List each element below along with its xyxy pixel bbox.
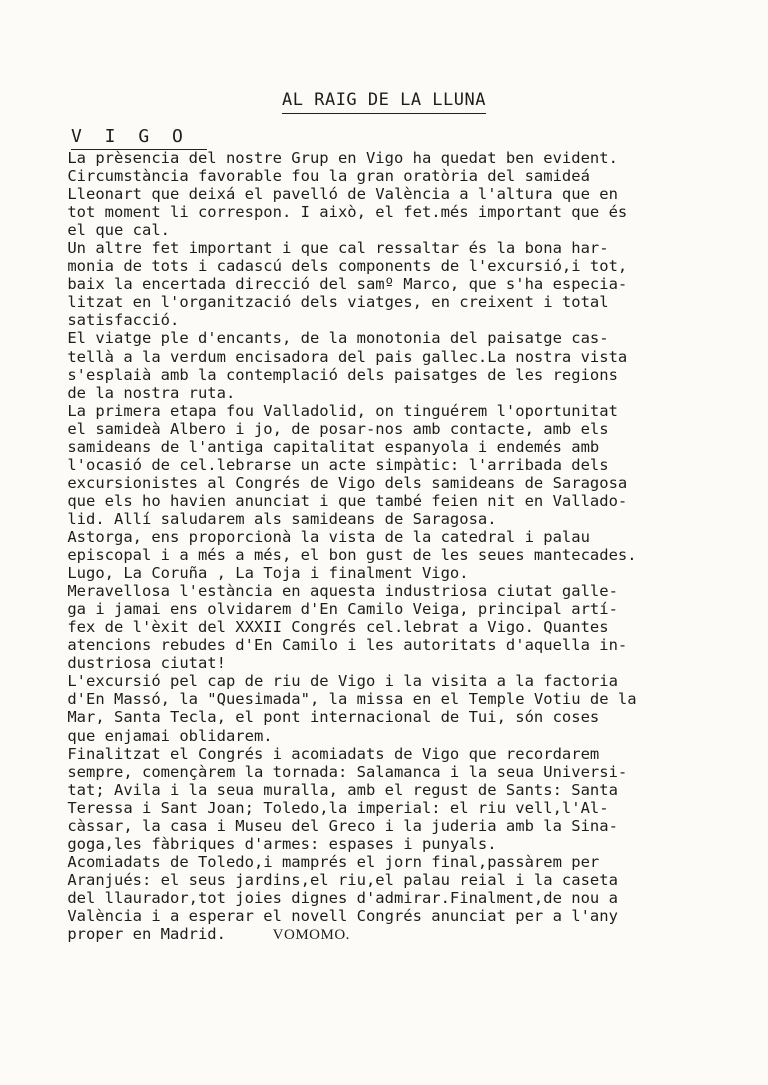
signature: VOMOMO. — [272, 927, 350, 944]
text-line: el samideà Albero i jo, de posar-nos amb contacte, amb els — [58, 419, 609, 438]
text-line: que enjamai oblidarem. — [58, 726, 273, 745]
text-line: l'ocasió de cel.lebrarse un acte simpàtic: l'arribada dels — [58, 455, 609, 474]
text-line — [58, 925, 734, 943]
text-line: Mar, Santa Tecla, el pont internacional de Tui, són coses — [58, 708, 600, 727]
last-line-text: proper en Madrid. — [58, 925, 226, 944]
text-line: sempre, començàrem la tornada: Salamanca i la seua Universi- — [58, 762, 628, 781]
text-line: s'esplaià amb la contemplació dels paisatges de les regions — [58, 365, 618, 384]
document-title — [0, 90, 768, 114]
text-line: tellà a la verdum encisadora del pais gallec.La nostra vista — [58, 347, 628, 366]
text-line: tot moment li correspon. I això, el fet.més important que és — [58, 203, 628, 222]
text-line: episcopal i a més a més, el bon gust de les seues mantecades. — [58, 546, 637, 565]
text-line: atencions rebudes d'En Camilo i les autoritats d'aquella in- — [58, 636, 628, 655]
text-line: d'En Massó, la "Quesimada", la missa en el Temple Votiu de la — [58, 690, 637, 709]
text-line: dustriosa ciutat! — [58, 654, 226, 673]
text-line: Astorga, ens proporcionà la vista de la catedral i palau — [58, 527, 590, 546]
section-heading-text: V I G O — [71, 126, 207, 150]
text-line: Un altre fet important i que cal ressaltar és la bona har- — [58, 239, 609, 258]
text-line: La prèsencia del nostre Grup en Vigo ha quedat ben evident. — [58, 149, 618, 167]
text-line: el que cal. — [58, 221, 170, 240]
text-line: tat; Avila i la seua muralla, amb el regust de Sants: Santa — [58, 780, 618, 799]
text-line: de la nostra ruta. — [58, 383, 236, 402]
text-line: Lleonart que deixá el pavelló de València a l'altura que en — [58, 185, 618, 204]
text-line: ga i jamai ens olvidarem d'En Camilo Veiga, principal artí- — [58, 600, 618, 619]
text-line: càssar, la casa i Museu del Greco i la juderia amb la Sina- — [58, 816, 618, 835]
text-line: del llaurador,tot joies dignes d'admirar.Finalment,de nou a — [58, 888, 618, 907]
text-line: litzat en l'organització dels viatges, en creixent i total — [58, 293, 609, 312]
text-line: fex de l'èxit del XXXII Congrés cel.lebrat a Vigo. Quantes — [58, 618, 609, 637]
title-text: AL RAIG DE LA LLUNA — [282, 90, 486, 114]
text-line: Acomiadats de Toledo,i mamprés el jorn final,passàrem per — [58, 852, 600, 871]
text-line: Lugo, La Coruña , La Toja i finalment Vigo. — [58, 564, 469, 583]
text-line: Finalitzat el Congrés i acomiadats de Vigo que recordarem — [58, 744, 600, 763]
text-line: La primera etapa fou Valladolid, on tinguérem l'oportunitat — [58, 401, 618, 420]
text-line: Meravellosa l'estància en aquesta industriosa ciutat galle- — [58, 582, 618, 601]
text-line: El viatge ple d'encants, de la monotonia del paisatge cas- — [58, 329, 609, 348]
text-line: samideans de l'antiga capitalitat espanyola i endemés amb — [58, 437, 600, 456]
text-line: L'excursió pel cap de riu de Vigo i la visita a la factoria — [58, 672, 618, 691]
text-line: goga,les fàbriques d'armes: espases i punyals. — [58, 834, 497, 853]
text-line: que els ho havien anunciat i que també feien nit en Vallado- — [58, 491, 628, 510]
text-line: baix la encertada direcció del samº Marco, que s'ha especia- — [58, 275, 628, 294]
text-line: Teressa i Sant Joan; Toledo,la imperial: el riu vell,l'Al- — [58, 798, 609, 817]
text-line: satisfacció. — [58, 311, 180, 330]
text-line: monia de tots i cadascú dels components de l'excursió,i tot, — [58, 257, 628, 276]
section-heading — [71, 126, 207, 150]
text-line: lid. Allí saludarem als samideans de Saragosa. — [58, 509, 497, 528]
text-line: Aranjués: el seus jardins,el riu,el palau reial i la caseta — [58, 870, 618, 889]
signature-gap — [226, 925, 273, 943]
text-line: Circumstància favorable fou la gran oratòria del samideá — [58, 167, 590, 186]
article-body — [58, 149, 734, 943]
text-line: excursionistes al Congrés de Vigo dels samideans de Saragosa — [58, 473, 628, 492]
text-line: València i a esperar el novell Congrés anunciat per a l'any — [58, 906, 618, 925]
